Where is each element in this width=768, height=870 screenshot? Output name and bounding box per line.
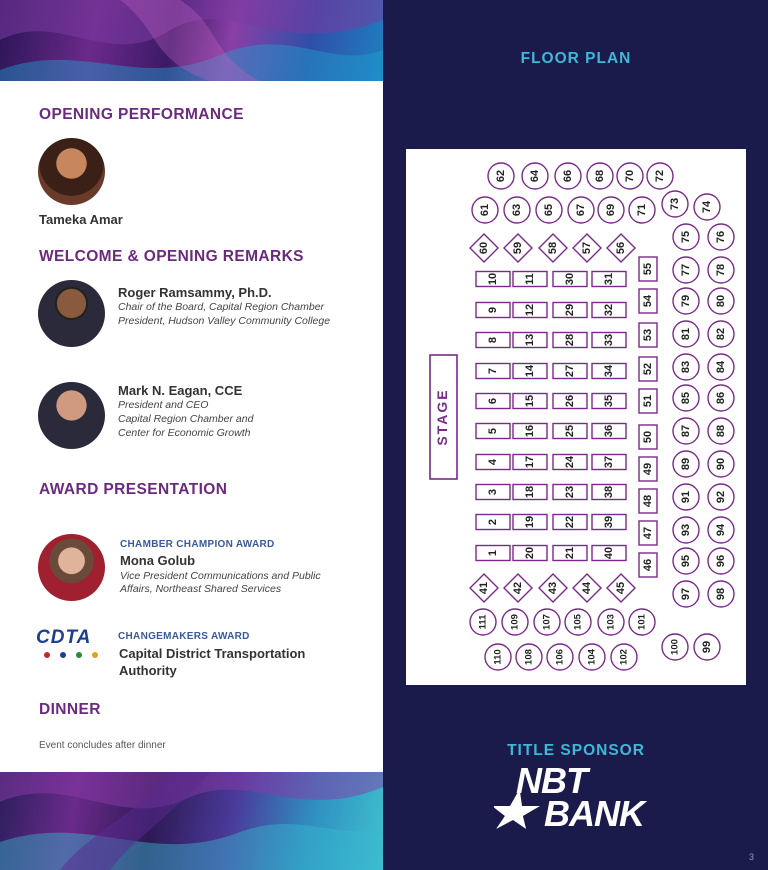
table-50 bbox=[639, 425, 657, 449]
table-number-7: 7 bbox=[486, 367, 499, 375]
table-number-57: 57 bbox=[580, 241, 593, 255]
table-number-106: 106 bbox=[554, 649, 566, 665]
table-79 bbox=[673, 288, 699, 314]
speaker2-role-line3: Center for Economic Growth bbox=[118, 427, 251, 439]
title-sponsor-heading: TITLE SPONSOR bbox=[507, 742, 645, 759]
table-number-29: 29 bbox=[563, 303, 576, 317]
table-number-19: 19 bbox=[523, 515, 536, 529]
table-96 bbox=[708, 548, 734, 574]
table-number-84: 84 bbox=[714, 360, 727, 374]
table-number-51: 51 bbox=[641, 394, 654, 408]
award2-name-line2: Authority bbox=[119, 663, 177, 678]
table-5 bbox=[476, 424, 510, 439]
table-number-79: 79 bbox=[679, 294, 692, 308]
table-number-14: 14 bbox=[523, 364, 536, 378]
table-number-41: 41 bbox=[477, 581, 490, 595]
table-34 bbox=[592, 364, 626, 379]
table-59 bbox=[504, 234, 532, 262]
table-9 bbox=[476, 303, 510, 318]
table-number-28: 28 bbox=[563, 333, 576, 347]
floor-plan-diagram bbox=[406, 149, 746, 685]
table-number-50: 50 bbox=[641, 430, 654, 444]
table-107 bbox=[534, 609, 560, 635]
opening-performance-title: OPENING PERFORMANCE bbox=[39, 106, 244, 123]
table-7 bbox=[476, 364, 510, 379]
table-110 bbox=[485, 644, 511, 670]
table-number-52: 52 bbox=[641, 362, 654, 376]
table-17 bbox=[513, 455, 547, 470]
table-76 bbox=[708, 224, 734, 250]
table-number-17: 17 bbox=[523, 455, 536, 469]
table-54 bbox=[639, 289, 657, 313]
table-100 bbox=[662, 634, 688, 660]
table-number-6: 6 bbox=[486, 397, 499, 405]
table-number-82: 82 bbox=[714, 327, 727, 341]
table-46 bbox=[639, 553, 657, 577]
table-number-103: 103 bbox=[605, 614, 617, 630]
table-number-105: 105 bbox=[572, 614, 584, 630]
table-39 bbox=[592, 515, 626, 530]
table-28 bbox=[553, 333, 587, 348]
table-78 bbox=[708, 257, 734, 283]
table-1 bbox=[476, 546, 510, 561]
table-number-26: 26 bbox=[563, 394, 576, 408]
table-61 bbox=[472, 197, 498, 223]
floor-plan-title: FLOOR PLAN bbox=[520, 50, 632, 67]
table-11 bbox=[513, 272, 547, 287]
table-number-63: 63 bbox=[510, 203, 523, 217]
table-number-68: 68 bbox=[593, 169, 606, 183]
table-105 bbox=[565, 609, 591, 635]
table-number-43: 43 bbox=[546, 581, 559, 595]
table-number-44: 44 bbox=[580, 581, 593, 595]
table-number-89: 89 bbox=[679, 457, 692, 471]
table-number-66: 66 bbox=[561, 169, 574, 183]
table-45 bbox=[607, 574, 635, 602]
table-23 bbox=[553, 485, 587, 500]
table-number-71: 71 bbox=[635, 203, 648, 217]
table-27 bbox=[553, 364, 587, 379]
table-92 bbox=[708, 484, 734, 510]
table-14 bbox=[513, 364, 547, 379]
table-106 bbox=[547, 644, 573, 670]
table-32 bbox=[592, 303, 626, 318]
table-99 bbox=[694, 634, 720, 660]
table-number-37: 37 bbox=[602, 455, 615, 469]
table-number-38: 38 bbox=[602, 485, 615, 499]
table-number-93: 93 bbox=[679, 523, 692, 537]
table-number-107: 107 bbox=[541, 614, 553, 630]
table-number-78: 78 bbox=[714, 263, 727, 277]
table-number-61: 61 bbox=[478, 203, 491, 217]
table-number-111: 111 bbox=[477, 614, 489, 630]
speaker1-role-line1: Chair of the Board, Capital Region Chamber bbox=[118, 301, 325, 313]
table-number-22: 22 bbox=[563, 515, 576, 529]
table-36 bbox=[592, 424, 626, 439]
table-13 bbox=[513, 333, 547, 348]
table-42 bbox=[504, 574, 532, 602]
table-number-104: 104 bbox=[586, 649, 598, 665]
table-number-24: 24 bbox=[563, 455, 576, 469]
performer-name: Tameka Amar bbox=[39, 212, 123, 227]
table-number-83: 83 bbox=[679, 360, 692, 374]
table-number-10: 10 bbox=[486, 272, 499, 286]
table-number-102: 102 bbox=[618, 649, 630, 665]
table-number-30: 30 bbox=[563, 272, 576, 286]
table-number-32: 32 bbox=[602, 303, 615, 317]
table-number-13: 13 bbox=[523, 333, 536, 347]
speaker2-role-line2: Capital Region Chamber and bbox=[118, 413, 254, 425]
table-21 bbox=[553, 546, 587, 561]
table-number-100: 100 bbox=[669, 639, 681, 655]
table-number-86: 86 bbox=[714, 391, 727, 405]
table-26 bbox=[553, 394, 587, 409]
table-number-80: 80 bbox=[714, 294, 727, 308]
table-number-25: 25 bbox=[563, 424, 576, 438]
table-number-36: 36 bbox=[602, 424, 615, 438]
award1-role-line2: Affairs, Northeast Shared Services bbox=[120, 583, 282, 595]
table-number-108: 108 bbox=[523, 649, 535, 665]
table-25 bbox=[553, 424, 587, 439]
table-number-64: 64 bbox=[528, 169, 541, 183]
table-81 bbox=[673, 321, 699, 347]
table-number-99: 99 bbox=[700, 640, 713, 654]
table-31 bbox=[592, 272, 626, 287]
table-number-81: 81 bbox=[679, 327, 692, 341]
table-number-95: 95 bbox=[679, 554, 692, 568]
decorative-wave-top bbox=[0, 0, 383, 81]
table-number-35: 35 bbox=[602, 394, 615, 408]
table-number-60: 60 bbox=[477, 241, 490, 255]
table-number-75: 75 bbox=[679, 230, 692, 244]
table-10 bbox=[476, 272, 510, 287]
table-93 bbox=[673, 517, 699, 543]
table-70 bbox=[617, 163, 643, 189]
table-number-59: 59 bbox=[511, 241, 524, 255]
table-52 bbox=[639, 357, 657, 381]
table-102 bbox=[611, 644, 637, 670]
speaker2-role-line1: President and CEO bbox=[118, 399, 209, 411]
award1-name: Mona Golub bbox=[120, 553, 196, 568]
table-number-98: 98 bbox=[714, 587, 727, 601]
table-108 bbox=[516, 644, 542, 670]
speaker1-name: Roger Ramsammy, Ph.D. bbox=[118, 285, 272, 300]
table-number-9: 9 bbox=[486, 306, 499, 314]
table-number-92: 92 bbox=[714, 490, 727, 504]
table-57 bbox=[573, 234, 601, 262]
table-63 bbox=[504, 197, 530, 223]
table-101 bbox=[629, 609, 655, 635]
program-panel bbox=[0, 0, 383, 870]
avatar-mona-golub bbox=[38, 534, 105, 601]
table-number-58: 58 bbox=[546, 241, 559, 255]
table-number-94: 94 bbox=[714, 523, 727, 537]
dinner-note: Event concludes after dinner bbox=[39, 740, 166, 751]
nbt-bank-logo bbox=[494, 760, 664, 835]
table-number-91: 91 bbox=[679, 490, 692, 504]
table-51 bbox=[639, 389, 657, 413]
table-number-31: 31 bbox=[602, 272, 615, 286]
table-number-47: 47 bbox=[641, 526, 654, 540]
table-95 bbox=[673, 548, 699, 574]
table-73 bbox=[662, 191, 688, 217]
table-43 bbox=[539, 574, 567, 602]
table-number-53: 53 bbox=[641, 328, 654, 342]
table-22 bbox=[553, 515, 587, 530]
table-86 bbox=[708, 385, 734, 411]
table-number-74: 74 bbox=[700, 200, 713, 214]
table-number-90: 90 bbox=[714, 457, 727, 471]
table-number-20: 20 bbox=[523, 546, 536, 560]
table-30 bbox=[553, 272, 587, 287]
cdta-logo-text: CDTA bbox=[36, 627, 92, 648]
table-number-54: 54 bbox=[641, 294, 654, 308]
table-40 bbox=[592, 546, 626, 561]
table-98 bbox=[708, 581, 734, 607]
table-48 bbox=[639, 489, 657, 513]
table-number-33: 33 bbox=[602, 333, 615, 347]
speaker1-role-line2: President, Hudson Valley Community College bbox=[118, 315, 331, 327]
table-65 bbox=[536, 197, 562, 223]
avatar-tameka-amar bbox=[38, 138, 105, 205]
table-89 bbox=[673, 451, 699, 477]
decorative-wave-bottom bbox=[0, 772, 383, 870]
table-number-73: 73 bbox=[668, 197, 681, 211]
table-74 bbox=[694, 194, 720, 220]
table-number-11: 11 bbox=[523, 273, 536, 285]
table-6 bbox=[476, 394, 510, 409]
table-29 bbox=[553, 303, 587, 318]
table-68 bbox=[587, 163, 613, 189]
table-111 bbox=[470, 609, 496, 635]
table-41 bbox=[470, 574, 498, 602]
table-20 bbox=[513, 546, 547, 561]
table-47 bbox=[639, 521, 657, 545]
table-number-23: 23 bbox=[563, 485, 576, 499]
table-49 bbox=[639, 457, 657, 481]
table-83 bbox=[673, 354, 699, 380]
table-2 bbox=[476, 515, 510, 530]
table-69 bbox=[598, 197, 624, 223]
table-number-8: 8 bbox=[486, 336, 499, 344]
table-number-40: 40 bbox=[602, 546, 615, 560]
table-number-4: 4 bbox=[486, 458, 499, 466]
avatar-mark-eagan bbox=[38, 382, 105, 449]
table-56 bbox=[607, 234, 635, 262]
table-number-65: 65 bbox=[542, 203, 555, 217]
table-15 bbox=[513, 394, 547, 409]
table-3 bbox=[476, 485, 510, 500]
table-number-5: 5 bbox=[486, 427, 499, 435]
table-24 bbox=[553, 455, 587, 470]
table-91 bbox=[673, 484, 699, 510]
table-number-56: 56 bbox=[614, 241, 627, 255]
table-8 bbox=[476, 333, 510, 348]
table-53 bbox=[639, 323, 657, 347]
sponsor-name-line2: BANK bbox=[544, 793, 644, 834]
table-number-34: 34 bbox=[602, 364, 615, 378]
award1-label: CHAMBER CHAMPION AWARD bbox=[120, 539, 275, 550]
table-37 bbox=[592, 455, 626, 470]
table-number-46: 46 bbox=[641, 558, 654, 572]
table-number-55: 55 bbox=[641, 262, 654, 276]
table-90 bbox=[708, 451, 734, 477]
table-number-3: 3 bbox=[486, 488, 499, 496]
cdta-logo bbox=[36, 628, 112, 662]
award2-name-line1: Capital District Transportation bbox=[119, 646, 306, 661]
table-55 bbox=[639, 257, 657, 281]
table-82 bbox=[708, 321, 734, 347]
table-18 bbox=[513, 485, 547, 500]
table-number-69: 69 bbox=[604, 203, 617, 217]
table-60 bbox=[470, 234, 498, 262]
table-number-1: 1 bbox=[486, 549, 499, 557]
table-number-2: 2 bbox=[486, 518, 499, 526]
table-33 bbox=[592, 333, 626, 348]
table-97 bbox=[673, 581, 699, 607]
floor-plan bbox=[406, 149, 746, 685]
table-94 bbox=[708, 517, 734, 543]
table-38 bbox=[592, 485, 626, 500]
table-67 bbox=[568, 197, 594, 223]
table-66 bbox=[555, 163, 581, 189]
table-number-62: 62 bbox=[494, 169, 507, 183]
table-number-88: 88 bbox=[714, 424, 727, 438]
welcome-title: WELCOME & OPENING REMARKS bbox=[39, 248, 304, 265]
table-4 bbox=[476, 455, 510, 470]
table-number-87: 87 bbox=[679, 424, 692, 438]
table-71 bbox=[629, 197, 655, 223]
cdta-dots-icon bbox=[36, 648, 112, 662]
table-85 bbox=[673, 385, 699, 411]
award1-role-line1: Vice President Communications and Public bbox=[120, 570, 321, 582]
table-88 bbox=[708, 418, 734, 444]
table-number-12: 12 bbox=[523, 303, 536, 317]
table-number-96: 96 bbox=[714, 554, 727, 568]
table-19 bbox=[513, 515, 547, 530]
table-number-48: 48 bbox=[641, 494, 654, 508]
table-number-27: 27 bbox=[563, 364, 576, 378]
table-35 bbox=[592, 394, 626, 409]
table-number-45: 45 bbox=[614, 581, 627, 595]
table-58 bbox=[539, 234, 567, 262]
table-77 bbox=[673, 257, 699, 283]
table-number-42: 42 bbox=[511, 581, 524, 595]
page-number: 3 bbox=[749, 852, 755, 862]
stage-label: STAGE bbox=[434, 388, 451, 446]
table-84 bbox=[708, 354, 734, 380]
award2-label: CHANGEMAKERS AWARD bbox=[118, 631, 250, 642]
table-12 bbox=[513, 303, 547, 318]
table-103 bbox=[598, 609, 624, 635]
table-number-76: 76 bbox=[714, 230, 727, 244]
table-number-101: 101 bbox=[636, 614, 648, 630]
table-109 bbox=[502, 609, 528, 635]
table-104 bbox=[579, 644, 605, 670]
table-number-49: 49 bbox=[641, 462, 654, 476]
table-62 bbox=[488, 163, 514, 189]
table-number-15: 15 bbox=[523, 394, 536, 408]
table-number-109: 109 bbox=[509, 614, 521, 630]
table-64 bbox=[522, 163, 548, 189]
table-number-39: 39 bbox=[602, 515, 615, 529]
table-number-110: 110 bbox=[492, 649, 504, 665]
speaker2-name: Mark N. Eagan, CCE bbox=[118, 383, 243, 398]
avatar-roger-ramsammy bbox=[38, 280, 105, 347]
table-16 bbox=[513, 424, 547, 439]
sponsor-name-line1: NBT bbox=[516, 760, 587, 801]
table-number-72: 72 bbox=[653, 169, 666, 183]
table-number-85: 85 bbox=[679, 391, 692, 405]
table-44 bbox=[573, 574, 601, 602]
table-80 bbox=[708, 288, 734, 314]
table-number-67: 67 bbox=[574, 203, 587, 217]
table-87 bbox=[673, 418, 699, 444]
table-72 bbox=[647, 163, 673, 189]
award-presentation-title: AWARD PRESENTATION bbox=[39, 481, 228, 498]
dinner-title: DINNER bbox=[39, 701, 101, 718]
table-number-97: 97 bbox=[679, 587, 692, 601]
table-number-70: 70 bbox=[623, 169, 636, 183]
table-number-16: 16 bbox=[523, 424, 536, 438]
table-number-77: 77 bbox=[679, 263, 692, 277]
table-number-18: 18 bbox=[523, 485, 536, 499]
table-number-21: 21 bbox=[563, 546, 576, 560]
table-75 bbox=[673, 224, 699, 250]
